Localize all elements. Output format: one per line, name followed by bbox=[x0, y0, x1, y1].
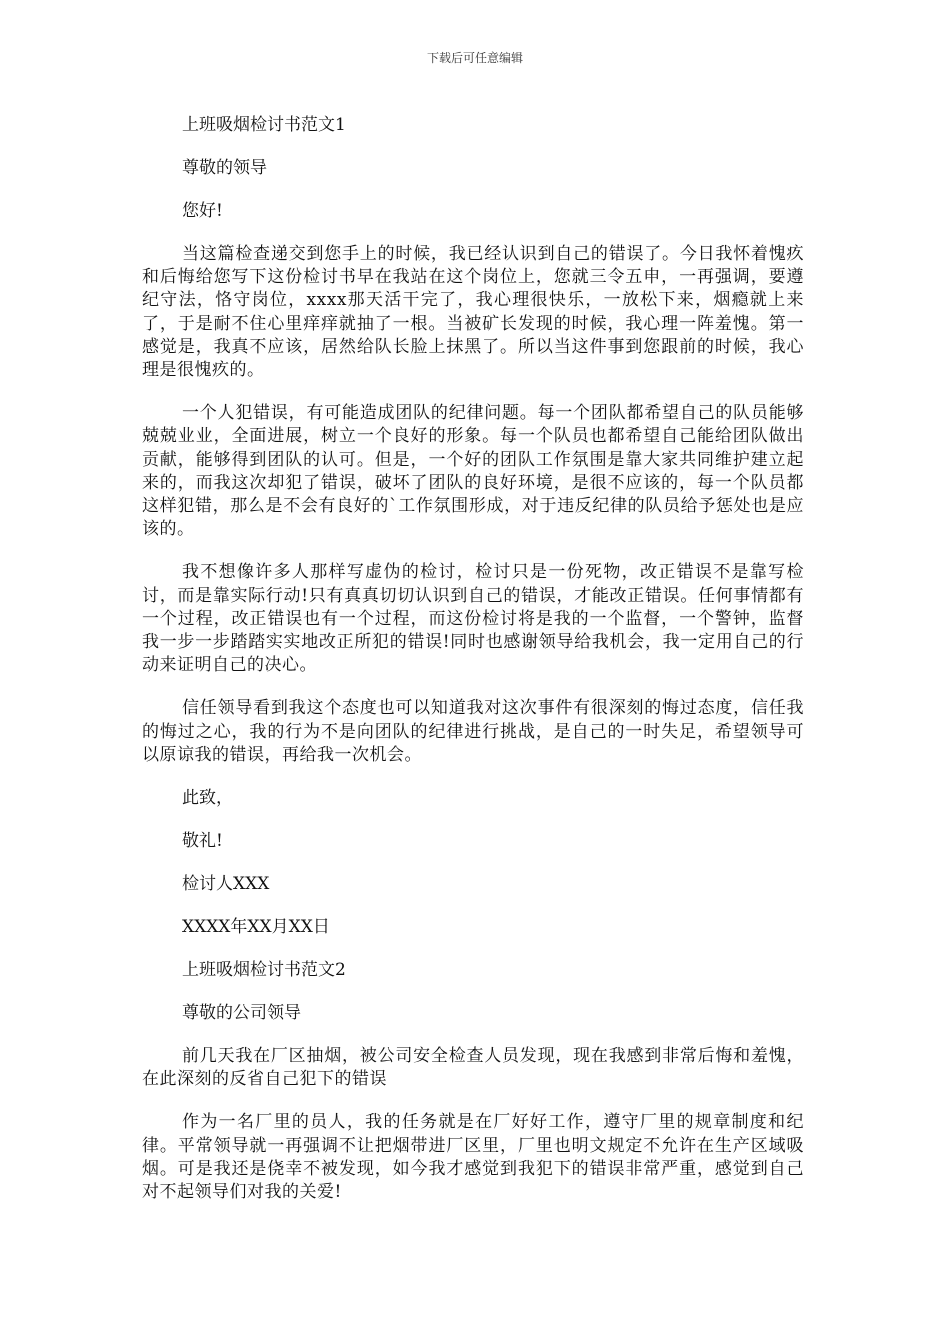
paragraph-1: 当这篇检查递交到您手上的时候，我已经认识到自己的错误了。今日我怀着愧疚和后悔给您写下这份检讨书早在我站在这个岗位上，您就三令五申，一再强调，要遵纪守法，恪守岗位，xxxx那天活干完了，我心理很快乐，一放松下来，烟瘾就上来了，于是耐不住心里痒痒就抽了一根。当被矿长发现的时候，我心理一阵羞愧。第一感觉是，我真不应该，居然给队长脸上抹黑了。所以当这件事到您跟前的时候，我心理是很愧疚的。 bbox=[142, 244, 804, 381]
paragraph-3: 我不想像许多人那样写虚伪的检讨，检讨只是一份死物，改正错误不是靠写检讨，而是靠实际行动!只有真真切切认识到自己的错误，才能改正错误。任何事情都有一个过程，改正错误也有一个过程，而这份检讨将是我的一个监督，一个警钟，监督我一步一步踏踏实实地改正所犯的错误!同时也感谢领导给我机会，我一定用自己的行动来证明自己的决心。 bbox=[142, 562, 804, 676]
page-header-note: 下载后可任意编辑 bbox=[426, 51, 523, 65]
greeting-1: 您好! bbox=[182, 201, 223, 221]
paragraph-4: 信任领导看到我这个态度也可以知道我对这次事件有很深刻的悔过态度，信任我的悔过之心，我的行为不是向团队的纪律进行挑战，是自己的一时失足，希望领导可以原谅我的错误，再给我一次机会。 bbox=[142, 698, 804, 765]
paragraph-2: 一个人犯错误，有可能造成团队的纪律问题。每一个团队都希望自己的队员能够兢兢业业，全面进展，树立一个良好的形象。每一个队员也都希望自己能给团队做出贡献，能够得到团队的认可。但是，一个好的团队工作氛围是靠大家共同维护建立起来的，而我这次却犯了错误，破坏了团队的良好环境，是很不应该的，每一个队员都这样犯错，那么是不会有良好的`工作氛围形成，对于违反纪律的队员给予惩处也是应该的。 bbox=[142, 403, 804, 540]
closing-line-1: 此致， bbox=[182, 788, 233, 809]
paragraph-5: 前几天我在厂区抽烟，被公司安全检查人员发现，现在我感到非常后悔和羞愧，在此深刻的反省自己犯下的错误 bbox=[142, 1046, 804, 1090]
salutation-1: 尊敬的领导 bbox=[182, 158, 267, 178]
paragraph-6: 作为一名厂里的员人，我的任务就是在厂好好工作，遵守厂里的规章制度和纪律。平常领导就一再强调不让把烟带进厂区里，厂里也明文规定不允许在生产区域吸烟。可是我还是侥幸不被发现，如今我才感觉到我犯下的错误非常严重，感觉到自己对不起领导们对我的关爱! bbox=[142, 1112, 804, 1203]
salutation-2: 尊敬的公司领导 bbox=[182, 1003, 301, 1024]
document-body bbox=[142, 114, 804, 1224]
date-line: XXXX年XX月XX日 bbox=[182, 917, 330, 938]
closing-line-2: 敬礼! bbox=[182, 831, 223, 852]
section-title-2: 上班吸烟检讨书范文2 bbox=[182, 960, 346, 981]
section-title-1: 上班吸烟检讨书范文1 bbox=[182, 115, 346, 135]
signer-line: 检讨人XXX bbox=[182, 874, 270, 895]
